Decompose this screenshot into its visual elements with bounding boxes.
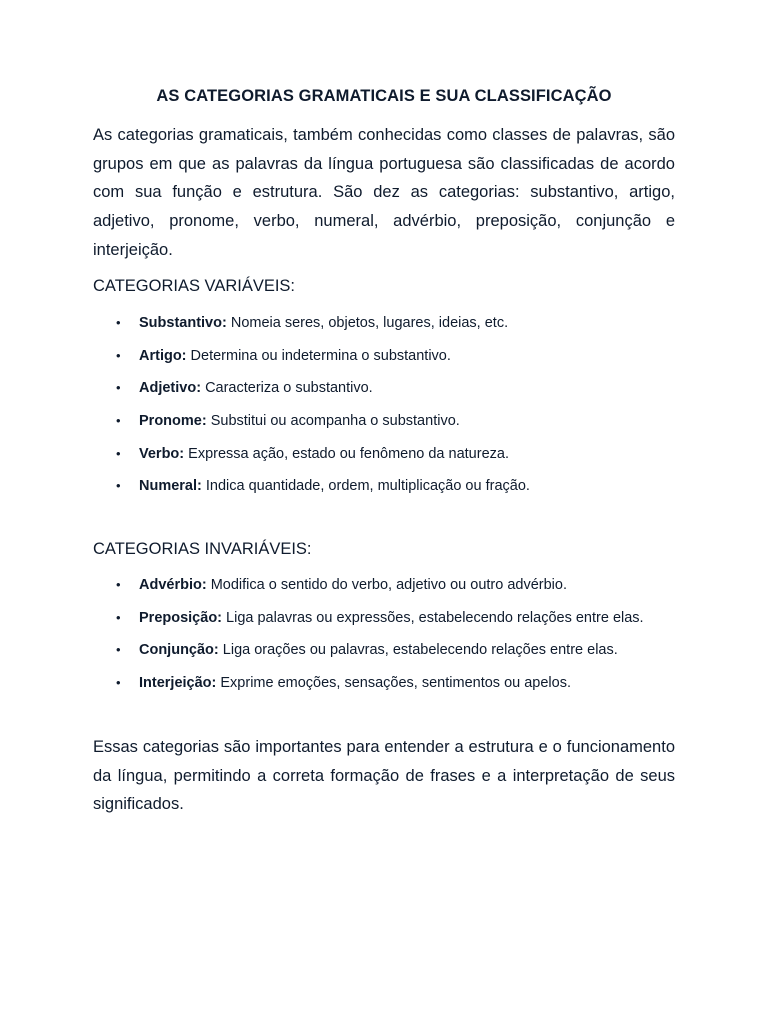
list-item-text: [139, 608, 644, 628]
list-item-text: [139, 673, 571, 693]
list-item: [0, 608, 768, 641]
category-term: Interjeição:: [139, 675, 217, 692]
list-item-text: [139, 444, 509, 464]
list-item: [0, 575, 768, 608]
category-term: Advérbio:: [139, 577, 207, 593]
category-description: Substitui ou acompanha o substantivo.: [210, 413, 460, 430]
invariable-categories-list: [0, 575, 768, 706]
list-item: [0, 444, 768, 477]
bullet-icon: •: [116, 445, 121, 461]
list-item-text: [139, 640, 618, 660]
list-item: [0, 476, 768, 509]
category-term: Conjunção:: [139, 642, 219, 659]
category-description: Nomeia seres, objetos, lugares, ideias, etc.: [230, 315, 509, 331]
list-item-text: [139, 346, 451, 366]
list-item: [0, 411, 768, 444]
list-item-text: [139, 313, 508, 333]
bullet-icon: •: [116, 478, 121, 494]
document-title: AS CATEGORIAS GRAMATICAIS E SUA CLASSIFICAÇÃO: [156, 87, 612, 105]
list-item: [0, 346, 768, 379]
category-description: Determina ou indetermina o substantivo.: [190, 347, 451, 364]
category-description: Caracteriza o substantivo.: [205, 380, 373, 397]
category-term: Numeral:: [139, 478, 202, 495]
list-item: [0, 378, 768, 411]
list-item: [0, 673, 768, 706]
variable-categories-heading: CATEGORIAS VARIÁVEIS:: [93, 277, 296, 295]
bullet-icon: •: [116, 315, 121, 330]
bullet-icon: •: [116, 413, 121, 429]
category-term: Artigo:: [139, 347, 187, 364]
list-item: [0, 313, 768, 346]
category-description: Exprime emoções, sensações, sentimentos ou apelos.: [220, 675, 571, 692]
list-item-text: [139, 575, 567, 595]
bullet-icon: •: [116, 609, 121, 625]
list-item-text: [139, 378, 373, 398]
category-term: Verbo:: [139, 445, 185, 462]
invariable-categories-heading: CATEGORIAS INVARIÁVEIS:: [93, 540, 312, 558]
conclusion-paragraph: Essas categorias são importantes para entender a estrutura e o funcionamento da língua, permitindo a correta formação de frases e a interpretação de seus significados.: [93, 738, 675, 814]
bullet-icon: •: [116, 380, 121, 396]
category-description: Modifica o sentido do verbo, adjetivo ou outro advérbio.: [210, 577, 567, 593]
category-description: Liga palavras ou expressões, estabelecendo relações entre elas.: [226, 609, 644, 626]
category-term: Pronome:: [139, 413, 207, 430]
category-term: Preposição:: [139, 609, 222, 626]
category-term: Substantivo:: [139, 315, 227, 331]
category-description: Liga orações ou palavras, estabelecendo relações entre elas.: [222, 642, 618, 659]
variable-categories-list: [0, 313, 768, 509]
list-item-text: [139, 411, 460, 431]
bullet-icon: •: [116, 675, 121, 691]
category-description: Indica quantidade, ordem, multiplicação ou fração.: [205, 478, 530, 495]
bullet-icon: •: [116, 577, 121, 592]
bullet-icon: •: [116, 347, 121, 363]
bullet-icon: •: [116, 642, 121, 658]
category-term: Adjetivo:: [139, 380, 202, 397]
list-item: [0, 640, 768, 673]
intro-paragraph: As categorias gramaticais, também conhecidas como classes de palavras, são grupos em que as palavras da língua portuguesa são classificadas de acordo com sua função e estrutura. São dez as categorias: substantivo, artigo, adjetivo, pronome, verbo, numeral, advérbio, preposição, conjunção e interjeição.: [93, 126, 675, 259]
category-description: Expressa ação, estado ou fenômeno da natureza.: [188, 445, 509, 462]
list-item-text: [139, 476, 530, 496]
